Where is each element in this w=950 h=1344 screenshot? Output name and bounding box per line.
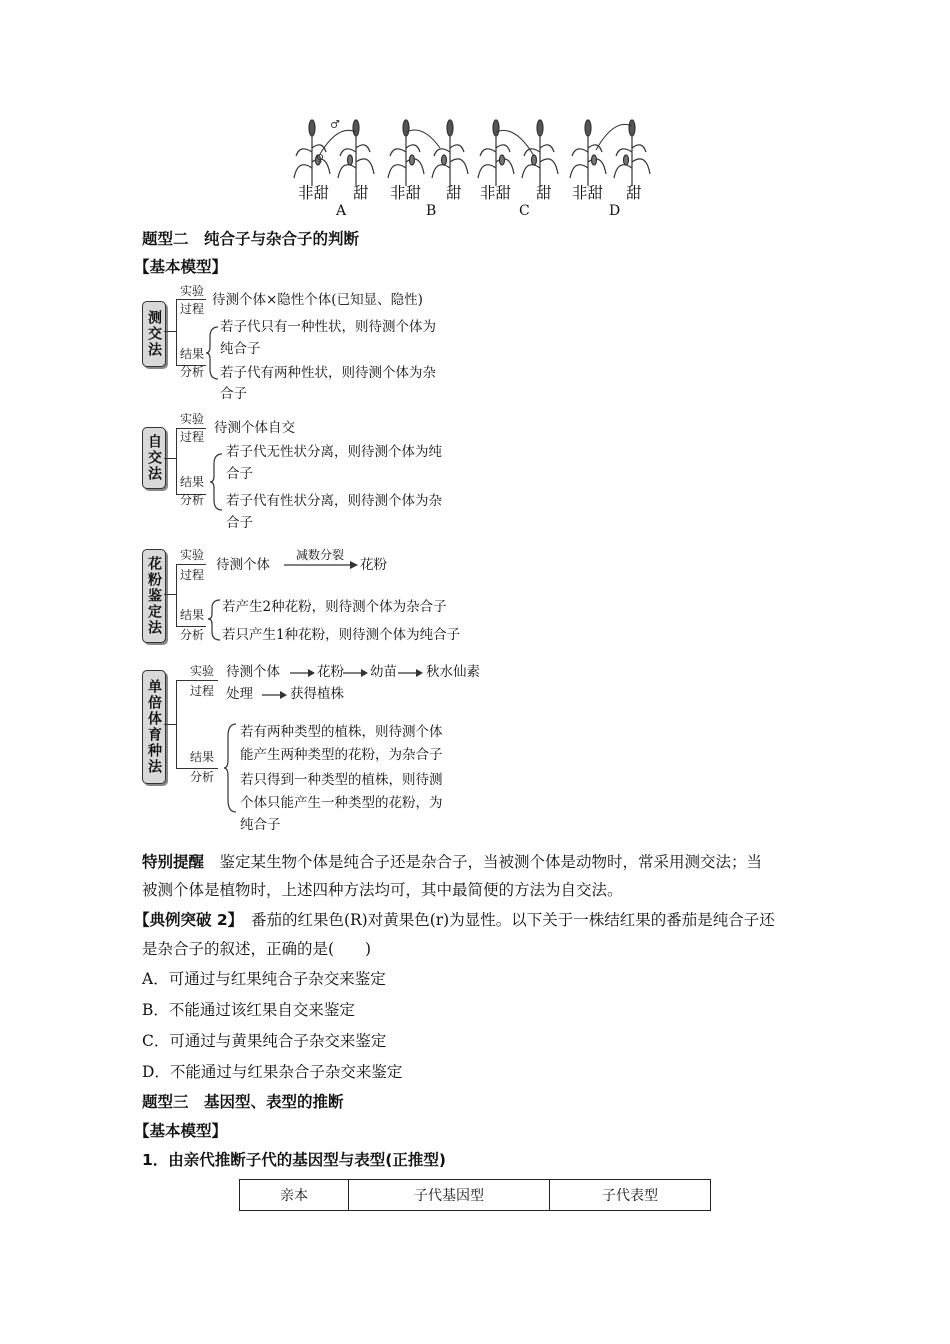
corn-plant-icon — [478, 120, 514, 186]
result-text: 合子 — [226, 466, 253, 482]
process-label: 过程 — [180, 430, 205, 444]
result-label: 分析 — [180, 365, 205, 379]
result-text: 若只产生1种花粉，则待测个体为纯合子 — [222, 627, 461, 643]
process-text: 处理 — [226, 686, 253, 702]
process-text: 待测个体 — [226, 664, 280, 680]
result-text: 合子 — [220, 386, 247, 402]
process-label: 过程 — [180, 302, 205, 316]
result-text: 若有两种类型的植株，则待测个体 — [240, 724, 443, 740]
plant-label: 非甜 — [298, 184, 330, 202]
corn-plant-icon — [432, 120, 468, 186]
result-text: 纯合子 — [240, 817, 281, 833]
pollination-arrow-icon — [596, 124, 632, 150]
example-question: 是杂合子的叙述，正确的是( ) — [142, 940, 372, 958]
result-text: 若子代只有一种性状，则待测个体为 — [220, 319, 436, 335]
corn-plant-icon — [522, 120, 558, 186]
result-brace — [222, 722, 238, 814]
result-text: 若子代无性状分离，则待测个体为纯 — [226, 444, 442, 460]
result-text: 若子代有性状分离，则待测个体为杂 — [226, 493, 442, 509]
result-text: 个体只能产生一种类型的花粉，为 — [240, 795, 443, 811]
result-brace — [206, 598, 222, 642]
corn-plant-icon — [570, 120, 606, 186]
process-label: 实验 — [180, 284, 205, 298]
process-label: 实验 — [180, 412, 205, 426]
plant-illustration — [290, 118, 660, 188]
corn-plant-icon — [614, 120, 650, 186]
corn-plant-icon — [388, 120, 424, 186]
result-label: 分析 — [180, 493, 205, 507]
process-text: 待测个体自交 — [214, 420, 295, 436]
result-brace — [204, 325, 220, 381]
figure-option-letter: B — [426, 203, 437, 219]
result-label: 结果 — [190, 750, 215, 764]
result-text: 合子 — [226, 515, 253, 531]
genotype-table — [239, 1179, 711, 1211]
process-label: 过程 — [190, 684, 215, 698]
process-text: 秋水仙素 — [426, 664, 480, 680]
method-label-box — [142, 301, 166, 367]
arrow-icon — [343, 668, 369, 678]
method-label-box — [142, 427, 166, 489]
method-label-box — [142, 670, 166, 784]
method-name: 花粉鉴定法 — [146, 556, 162, 636]
method-name: 自交法 — [146, 434, 162, 482]
reminder-text: 鉴定某生物个体是纯合子还是杂合子，当被测个体是动物时，常采用测交法；当 — [204, 853, 763, 871]
result-label: 分析 — [180, 628, 205, 642]
plant-label: 甜 — [446, 184, 462, 202]
plant-label: 非甜 — [480, 184, 512, 202]
male-symbol: ♂ — [330, 118, 340, 131]
example-label: 【典例突破 2】 — [134, 911, 236, 929]
result-brace — [208, 452, 224, 512]
process-text: 待测个体 — [216, 557, 270, 573]
option-c[interactable]: C．可通过与黄果纯合子杂交来鉴定 — [142, 1032, 387, 1050]
reminder-text: 被测个体是植物时，上述四种方法均可，其中最简便的方法为自交法。 — [142, 881, 623, 899]
result-label: 分析 — [190, 770, 215, 784]
arrow-icon — [262, 690, 288, 700]
plant-label: 甜 — [536, 184, 552, 202]
process-label: 过程 — [180, 568, 205, 582]
section2-title: 题型二 纯合子与杂合子的判断 — [142, 230, 360, 248]
process-label: 实验 — [180, 548, 205, 562]
model-heading: 【基本模型】 — [134, 1122, 228, 1140]
result-text: 能产生两种类型的花粉，为杂合子 — [240, 747, 443, 763]
table-header-cell: 子代表型 — [550, 1180, 711, 1211]
result-label: 结果 — [180, 608, 205, 622]
result-text: 若子代有两种性状，则待测个体为杂 — [220, 365, 436, 381]
plant-label: 甜 — [626, 184, 642, 202]
arrow-icon — [398, 668, 424, 678]
method-label-box — [142, 549, 166, 643]
result-text: 若只得到一种类型的植株，则待测 — [240, 772, 443, 788]
reminder-paragraph — [142, 852, 762, 872]
process-label: 实验 — [190, 664, 215, 678]
plant-label: 非甜 — [572, 184, 604, 202]
arrow-icon — [290, 668, 316, 678]
option-b[interactable]: B．不能通过该红果自交来鉴定 — [142, 1001, 355, 1019]
result-text: 纯合子 — [220, 341, 261, 357]
option-a[interactable]: A．可通过与红果纯合子杂交来鉴定 — [142, 970, 386, 988]
female-symbol: ♀ — [316, 152, 325, 165]
arrow-label: 减数分裂 — [296, 548, 345, 562]
item1-heading: 1．由亲代推断子代的基因型与表型(正推型) — [142, 1151, 446, 1169]
process-text: 幼苗 — [370, 664, 397, 680]
corn-plant-icon — [294, 120, 330, 186]
corn-plant-icon — [338, 120, 374, 186]
pollination-arrow-icon — [496, 130, 534, 156]
section3-title: 题型三 基因型、表型的推断 — [142, 1093, 344, 1111]
result-label: 结果 — [180, 347, 205, 361]
result-text: 若产生2种花粉，则待测个体为杂合子 — [222, 599, 447, 615]
figure-option-letter: A — [336, 203, 347, 219]
example-paragraph — [134, 910, 775, 930]
process-text: 花粉 — [317, 664, 344, 680]
method-name: 单倍体育种法 — [146, 679, 162, 775]
model-heading: 【基本模型】 — [134, 258, 228, 276]
process-text: 待测个体×隐性个体(已知显、隐性) — [212, 292, 423, 308]
figure-option-letter: D — [609, 203, 621, 219]
option-d[interactable]: D．不能通过与红果杂合子杂交来鉴定 — [142, 1063, 403, 1081]
result-label: 结果 — [180, 475, 205, 489]
reminder-label: 特别提醒 — [142, 853, 205, 871]
method-name: 测交法 — [146, 310, 162, 358]
process-text: 获得植株 — [290, 686, 344, 702]
table-header-cell: 子代基因型 — [349, 1180, 550, 1211]
plant-label: 甜 — [353, 184, 369, 202]
figure-option-letter: C — [519, 203, 530, 219]
arrow-icon — [284, 560, 360, 570]
table-header-row — [240, 1180, 711, 1211]
process-text: 花粉 — [360, 557, 387, 573]
example-question: 番茄的红果色(R)对黄果色(r)为显性。以下关于一株结红果的番茄是纯合子还 — [235, 911, 775, 929]
plant-label: 非甜 — [390, 184, 422, 202]
table-header-cell: 亲本 — [240, 1180, 349, 1211]
